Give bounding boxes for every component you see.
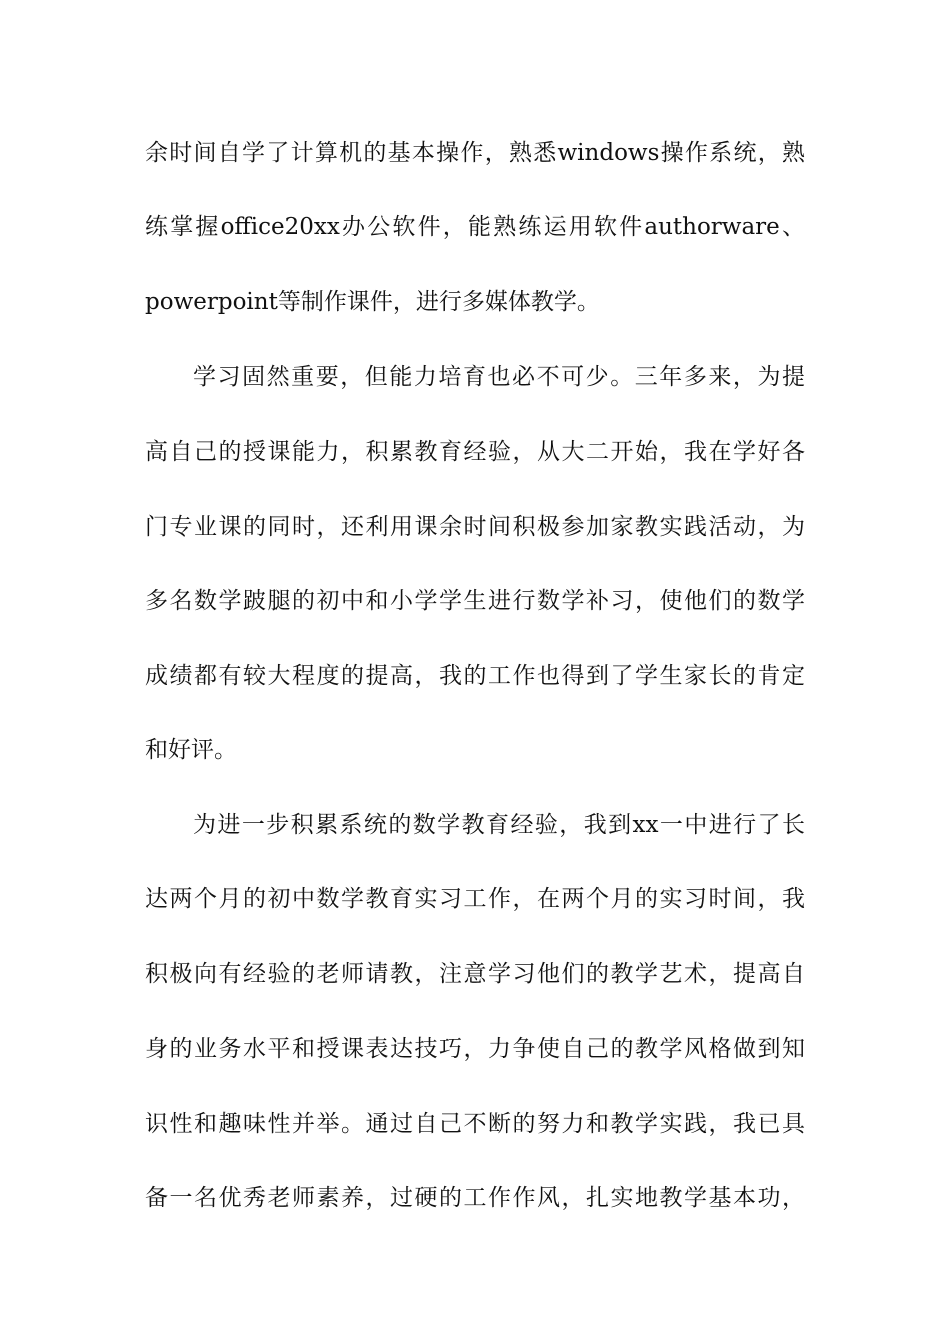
paragraph-3-line-5: 识性和趣味性并举。通过自己不断的努力和教学实践，我已具 <box>145 1111 805 1137</box>
paragraph-3-line-1: 为进一步积累系统的数学教育经验，我到xx一中进行了长 <box>193 812 805 838</box>
paragraph-2-line-6: 和好评。 <box>145 737 237 763</box>
text-line-3: powerpoint等制作课件，进行多媒体教学。 <box>145 289 600 315</box>
paragraph-3-line-4: 身的业务水平和授课表达技巧，力争使自己的教学风格做到知 <box>145 1036 805 1062</box>
paragraph-2-line-4: 多名数学跛腿的初中和小学学生进行数学补习，使他们的数学 <box>145 588 805 614</box>
paragraph-2-line-5: 成绩都有较大程度的提高，我的工作也得到了学生家长的肯定 <box>145 663 805 689</box>
paragraph-2-line-2: 高自己的授课能力，积累教育经验，从大二开始，我在学好各 <box>145 439 805 465</box>
text-line-1: 余时间自学了计算机的基本操作，熟悉windows操作系统，熟 <box>145 140 805 166</box>
paragraph-3-line-6: 备一名优秀老师素养，过硬的工作作风，扎实地教学基本功， <box>145 1185 805 1211</box>
paragraph-3-line-3: 积极向有经验的老师请教，注意学习他们的教学艺术，提高自 <box>145 961 805 987</box>
paragraph-2-line-1: 学习固然重要，但能力培育也必不可少。三年多来，为提 <box>193 364 805 390</box>
paragraph-2-line-3: 门专业课的同时，还利用课余时间积极参加家教实践活动，为 <box>145 514 805 540</box>
paragraph-3-line-2: 达两个月的初中数学教育实习工作，在两个月的实习时间，我 <box>145 886 805 912</box>
text-line-2: 练掌握office20xx办公软件，能熟练运用软件authorware、 <box>145 214 805 240</box>
